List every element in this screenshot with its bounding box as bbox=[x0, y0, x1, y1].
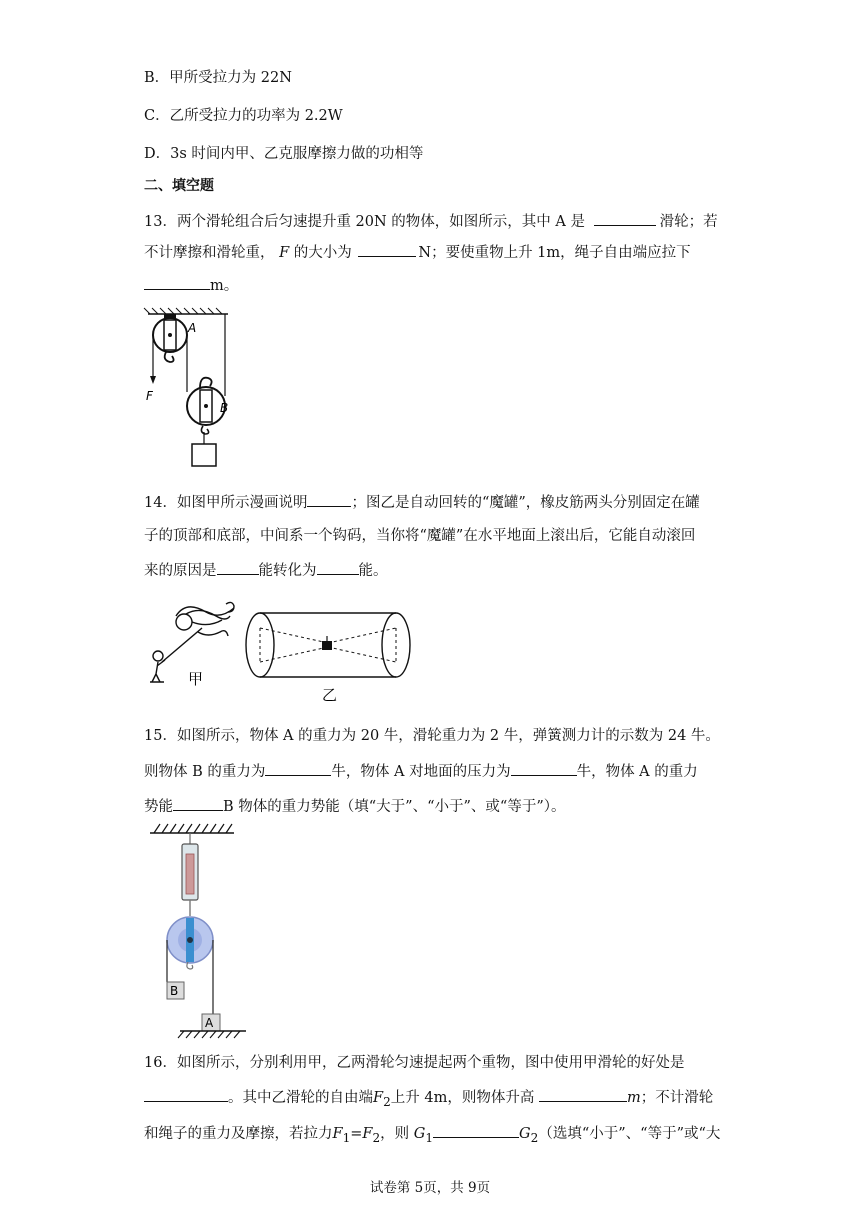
q16-F2-symbol: F bbox=[373, 1090, 384, 1106]
q15-blank-2[interactable] bbox=[511, 761, 577, 776]
q14-blank-2[interactable] bbox=[217, 560, 259, 575]
q13-text: 滑轮；若 bbox=[659, 214, 718, 230]
q16-F2b-sub: 2 bbox=[372, 1130, 381, 1145]
q14-magic-can-figure bbox=[244, 612, 414, 707]
q13-blank-3[interactable] bbox=[144, 275, 210, 290]
q16-line-1: 16．如图所示，分别利用甲，乙两滑轮匀速提起两个重物，图中使用甲滑轮的好处是 bbox=[144, 1055, 685, 1071]
q13-blank-1[interactable] bbox=[594, 211, 656, 226]
q14-line-2: 子的顶部和底部，中间系一个钩码，当你将“魔罐”在水平地面上滚出后，它能自动滚回 bbox=[144, 528, 696, 544]
q14-label-jia: 甲 bbox=[188, 670, 204, 688]
q16-text: ；不计滑轮 bbox=[640, 1090, 714, 1106]
q14-text: ；图乙是自动回转的“魔罐”，橡皮筋两头分别固定在罐 bbox=[351, 495, 700, 511]
q15-text: 则物体 B 的重力为 bbox=[144, 764, 266, 780]
q15-label-B: B bbox=[170, 984, 179, 998]
q16-F2-sub: 2 bbox=[383, 1094, 391, 1109]
q16-text: ，则 bbox=[380, 1126, 410, 1142]
q16-G2-sub: 2 bbox=[530, 1130, 539, 1145]
q15-line-2 bbox=[144, 761, 698, 782]
q15-label-A: A bbox=[205, 1016, 214, 1030]
q16-F2b-symbol: F bbox=[362, 1126, 373, 1142]
q15-text: 势能 bbox=[144, 799, 173, 815]
q15-line-3 bbox=[144, 796, 566, 817]
q16-blank-2[interactable] bbox=[539, 1087, 627, 1102]
q14-line-1 bbox=[144, 492, 700, 513]
q13-label-A: A bbox=[188, 321, 197, 335]
q16-G2-symbol: G bbox=[519, 1126, 531, 1142]
q13-blank-2[interactable] bbox=[358, 242, 416, 257]
q15-pulley-figure bbox=[150, 824, 250, 1039]
q16-text: 上升 4m，则物体升高 bbox=[390, 1090, 535, 1106]
q16-line-3 bbox=[144, 1123, 720, 1148]
q13-label-B: B bbox=[220, 401, 229, 415]
q13-text: N；要使重物上升 1m，绳子自由端应拉下 bbox=[418, 245, 691, 261]
q16-text: 和绳子的重力及摩擦，若拉力 bbox=[144, 1126, 333, 1142]
q13-text: 13．两个滑轮组合后匀速提升重 20N 的物体，如图所示，其中 A 是 bbox=[144, 214, 585, 230]
q16-eq: = bbox=[350, 1126, 363, 1142]
q15-line-1: 15．如图所示，物体 A 的重力为 20 牛，滑轮重力为 2 牛，弹簧测力计的示数为 24 牛。 bbox=[144, 728, 720, 744]
q14-cartoon-figure bbox=[140, 592, 240, 687]
q13-text: m。 bbox=[210, 278, 239, 294]
q16-F1-symbol: F bbox=[332, 1126, 343, 1142]
q16-G1-symbol: G bbox=[413, 1126, 426, 1142]
q14-blank-3[interactable] bbox=[317, 560, 359, 575]
q14-text: 14．如图甲所示漫画说明 bbox=[144, 495, 308, 511]
q16-unit-m: m bbox=[626, 1090, 641, 1106]
q14-label-yi: 乙 bbox=[322, 686, 338, 704]
q13-label-F: F bbox=[146, 389, 153, 403]
q14-text: 来的原因是 bbox=[144, 563, 217, 579]
q14-text: 能。 bbox=[358, 563, 388, 579]
q14-line-3 bbox=[144, 560, 388, 581]
q13-text: 的大小为 bbox=[293, 245, 352, 261]
q14-blank-1[interactable] bbox=[307, 492, 351, 507]
q13-F-symbol: F bbox=[279, 245, 290, 261]
section-title: 二、填空题 bbox=[144, 178, 214, 194]
option-b: B．甲所受拉力为 22N bbox=[144, 70, 292, 86]
q14-text: 能转化为 bbox=[258, 563, 317, 579]
page-footer: 试卷第 5页，共 9页 bbox=[369, 1180, 491, 1196]
q15-text: B 物体的重力势能（填“大于”、“小于”、或“等于”）。 bbox=[223, 799, 566, 815]
q15-text: 牛，物体 A 对地面的压力为 bbox=[331, 764, 511, 780]
option-c: C．乙所受拉力的功率为 2.2W bbox=[144, 108, 343, 124]
q13-text: 不计摩擦和滑轮重， bbox=[144, 245, 275, 261]
q16-line-2 bbox=[144, 1087, 713, 1112]
q16-blank-3[interactable] bbox=[433, 1123, 519, 1138]
q13-pulley-figure bbox=[140, 310, 230, 470]
q15-blank-3[interactable] bbox=[173, 796, 223, 811]
q13-line-2 bbox=[144, 242, 691, 263]
q13-line-3 bbox=[144, 275, 238, 296]
q13-line-1 bbox=[144, 211, 718, 232]
q16-text: 。其中乙滑轮的自由端 bbox=[228, 1090, 373, 1106]
q16-text: （选填“小于”、“等于”或“大 bbox=[538, 1126, 721, 1142]
q15-blank-1[interactable] bbox=[265, 761, 331, 776]
q15-text: 牛，物体 A 的重力 bbox=[576, 764, 698, 780]
option-d: D．3s 时间内甲、乙克服摩擦力做的功相等 bbox=[144, 146, 424, 162]
q16-blank-1[interactable] bbox=[144, 1087, 228, 1102]
q16-F1-sub: 1 bbox=[342, 1130, 351, 1145]
q16-G1-sub: 1 bbox=[425, 1130, 434, 1145]
